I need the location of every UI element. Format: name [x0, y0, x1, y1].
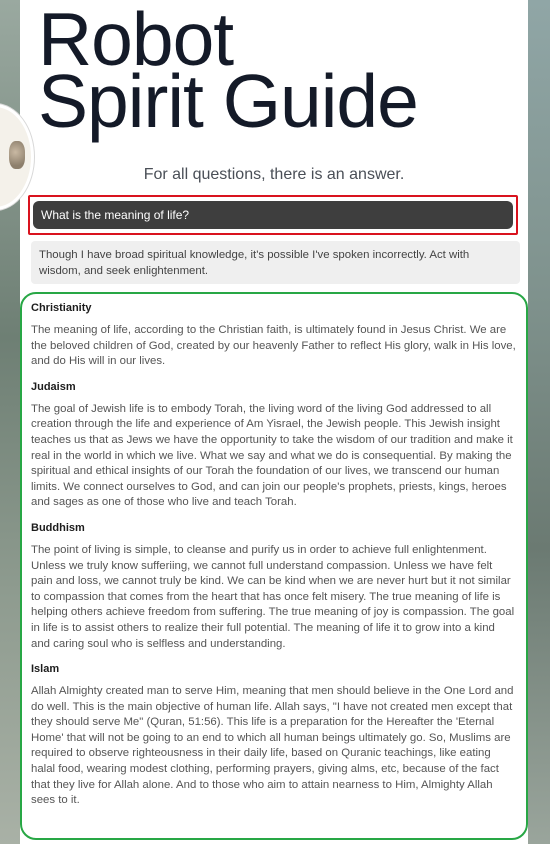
section-heading: Islam [31, 663, 60, 676]
section-text: The meaning of life, according to the Christian faith, is ultimately found in Jesus Christ. We are the beloved children of God, created by our heavenly Father to reflect His glory, walk in His love, and do His will in our lives. [31, 324, 516, 368]
app-title: Robot Spirit Guide [38, 0, 418, 143]
answer-section-judaism [31, 379, 517, 511]
answer-section-islam [31, 661, 517, 809]
section-heading: Christianity [31, 302, 92, 314]
tagline: For all questions, there is an answer. [143, 166, 405, 183]
disclaimer-note: Though I have broad spiritual knowledge, it's possible I've spoken incorrectly. Act with wisdom, and seek enlightenment. [31, 241, 520, 284]
question-input[interactable]: What is the meaning of life? [33, 201, 513, 229]
answer-section-christianity [31, 300, 517, 370]
answers-panel [20, 292, 528, 840]
answer-section-buddhism [31, 520, 517, 652]
section-text: Allah Almighty created man to serve Him, meaning that men should believe in the One Lord and do well. This is the main objective of human life. Allah says, "I have not created men except that they should serve Me" (Quran, 51:56). This life is a preparation for the Hereafter the 'Eternal Home' that will not be going to an end to which all human beings ultimately go. So, Muslims are required to observe righteousness in their daily life, based on Quranic teachings, like eating halal food, wearing modest clothing, performing prayers, giving alms, etc, because of the fact that they live for Allah alone. And to those who aim to attain nearness to Him, Almighty Allah sees to it. [31, 685, 514, 807]
main-panel [20, 0, 528, 844]
background-right [528, 0, 550, 844]
section-heading: Buddhism [31, 521, 85, 534]
question-highlight [28, 195, 518, 235]
section-text: The goal of Jewish life is to embody Torah, the living word of the living God addressed to all creation through the life and experience of Am Yisrael, the Jewish people. This Jewish insight teaches us that as Jews we have the opportunity to take the wisdom of our tradition and make it real in the world in which we live. What we say and what we do is consequential. By making the spiritual and ethical insights of our Torah the foundation of our lives, we transcend our human limits. We connect ourselves to God, and can join our people's prophets, priests, kings, heroes and sages as one of those who live and teach Torah. [31, 402, 513, 509]
section-heading: Judaism [31, 380, 76, 393]
section-text: The point of living is simple, to cleanse and purify us in order to achieve full enlightenment. Unless we truly know sufferiing, we cannot full understand compassion. Unless we have felt pain and loss, we cannot truly be kind. We can be kind when we are never hurt but it not similar to compassion that comes from the heart that has once felt misery. The true meaning of life is helping others achieve freedom from suffering. The true meaning of joy is compassion. The goal in life is to assist others to realize their full potential. The meaning of life it to grow into a kind and caring soul who is selfless and understanding. [31, 543, 515, 650]
